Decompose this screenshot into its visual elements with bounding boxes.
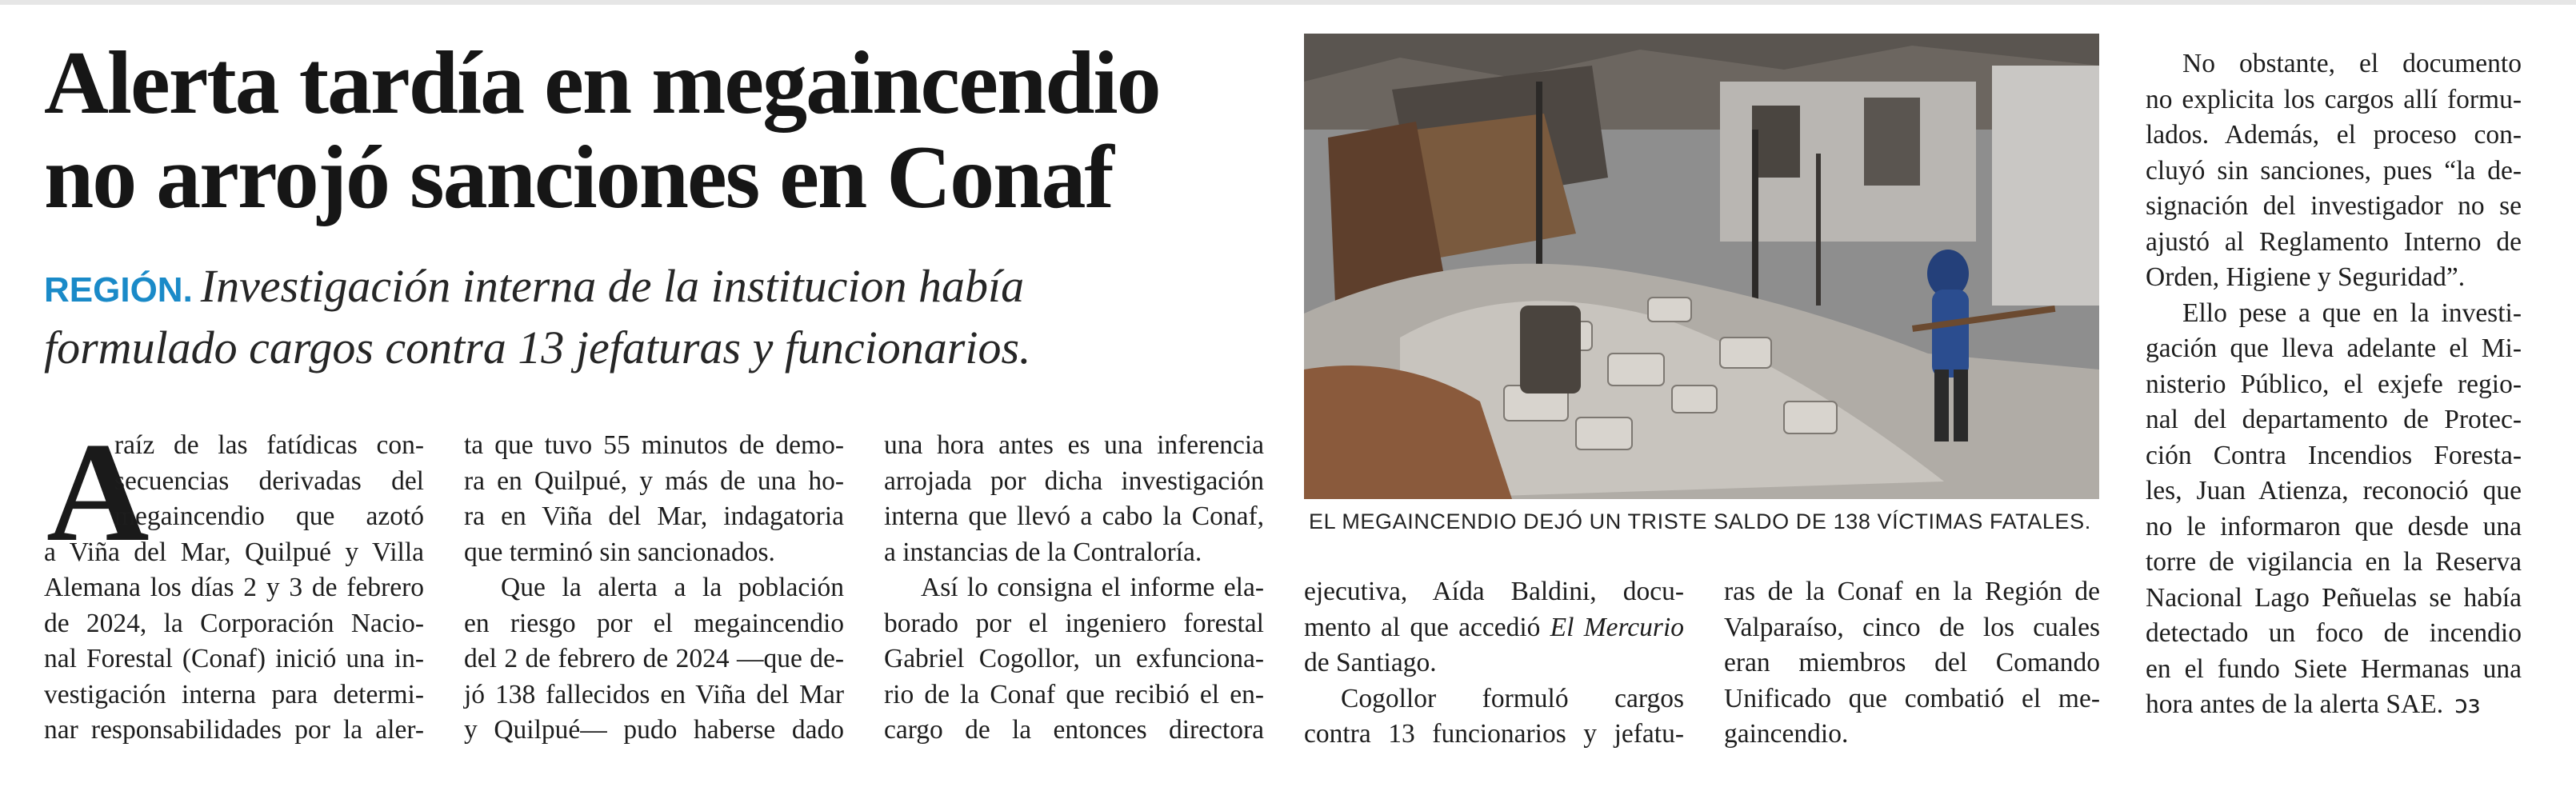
body-line: no le informaron que desde una xyxy=(2146,511,2522,541)
body-line: nal del departamento de Protec- xyxy=(2146,405,2522,434)
body-line: Unificado que combatió el me- xyxy=(1724,683,2100,713)
body-line: detectado un foco de incendio xyxy=(2146,618,2522,648)
body-line: que terminó sin sancionados. xyxy=(464,537,775,567)
body-line: Nacional Lago Peñuelas se había xyxy=(2146,582,2522,613)
body-line: No obstante, el documento xyxy=(2182,49,2522,78)
body-line: ras de la Conaf en la Región de xyxy=(1724,577,2100,606)
body-line: contra 13 funcionarios y jefatu- xyxy=(1304,719,1684,749)
body-line: ajustó al Reglamento Interno de xyxy=(2146,226,2522,257)
body-line: a instancias de la Contraloría. xyxy=(884,537,1202,567)
headline-line-2: no arrojó sanciones en Conaf xyxy=(44,128,1113,227)
top-rule xyxy=(0,0,2576,5)
body-line: rio de la Conaf que recibió el en- xyxy=(884,679,1264,709)
body-line: jó 138 fallecidos en Viña del Mar xyxy=(464,679,844,709)
body-line: les, Juan Atienza, reconoció que xyxy=(2146,476,2522,505)
body-line-part: mento al que accedió xyxy=(1304,612,1550,642)
headline-line-1: Alerta tardía en megaincendio xyxy=(44,34,1160,133)
body-line: eran miembros del Comando xyxy=(1724,648,2100,677)
body-line: a Viña del Mar, Quilpué y Villa xyxy=(44,537,424,567)
end-of-article-icon: ↄɜ xyxy=(2454,691,2481,719)
photo-caption: EL MEGAINCENDIO DEJÓ UN TRISTE SALDO DE 138 VÍCTIMAS FATALES. xyxy=(1309,509,2091,533)
body-line: nar responsabilidades por la aler- xyxy=(44,715,424,745)
body-line: lados. Además, el proceso con- xyxy=(2146,120,2522,150)
body-line: borado por el ingeniero forestal xyxy=(884,608,1264,638)
body-column-1 xyxy=(44,413,424,749)
body-line: vestigación interna para determi- xyxy=(44,679,424,709)
body-line: cargo de la entonces directora xyxy=(884,715,1264,745)
body-column-6 xyxy=(2146,46,2522,724)
newspaper-name: El Mercurio xyxy=(1550,612,1684,642)
body-line: megaincendio que azotó xyxy=(114,501,424,531)
body-line: nal Forestal (Conaf) inició una in- xyxy=(44,644,424,673)
body-line: en riesgo por el megaincendio xyxy=(464,608,844,638)
body-line: gaincendio. xyxy=(1724,719,1849,749)
body-line: de 2024, la Corporación Nacio- xyxy=(44,608,424,638)
body-line: Orden, Higiene y Seguridad”. xyxy=(2146,262,2466,292)
deck xyxy=(44,258,1268,377)
body-line: ción Contra Incendios Foresta- xyxy=(2146,440,2522,470)
body-line: ra en Viña del Mar, indagatoria xyxy=(464,501,844,531)
body-column-4 xyxy=(1304,574,1684,753)
body-line: de Santiago. xyxy=(1304,648,1437,677)
body-line: ta que tuvo 55 minutos de demo- xyxy=(464,430,844,460)
body-line: secuencias derivadas del xyxy=(114,465,424,496)
headline xyxy=(44,36,1268,225)
deck-line-2: formulado cargos contra 13 jefaturas y funcionarios. xyxy=(44,322,1031,374)
body-line: Así lo consigna el informe ela- xyxy=(921,573,1264,602)
body-line: Valparaíso, cinco de los cuales xyxy=(1724,612,2100,642)
section-label: REGIÓN. xyxy=(44,270,193,310)
body-column-5 xyxy=(1724,574,2100,753)
body-line: y Quilpué— pudo haberse dado xyxy=(464,715,844,745)
burned-house-photo xyxy=(1304,34,2099,499)
body-line xyxy=(1304,610,1684,646)
deck-line-1 xyxy=(44,258,1268,319)
body-line: gación que lleva adelante el Mi- xyxy=(2146,334,2522,363)
body-line: ejecutiva, Aída Baldini, docu- xyxy=(1304,577,1684,606)
last-line-text: hora antes de la alerta SAE. xyxy=(2146,689,2444,719)
body-line: no explicita los cargos allí formu- xyxy=(2146,84,2522,114)
body-line: Gabriel Cogollor, un exfunciona- xyxy=(884,644,1264,673)
body-line: Que la alerta a la población xyxy=(501,573,844,602)
body-line: signación del investigador no se xyxy=(2146,191,2522,221)
body-line: interna que llevó a cabo la Conaf, xyxy=(884,501,1264,531)
deck-line-1-text: Investigación interna de la institucion había xyxy=(200,260,1025,312)
body-line xyxy=(2146,687,2522,724)
body-line: Ello pese a que en la investi- xyxy=(2182,298,2522,328)
body-line: arrojada por dicha investigación xyxy=(884,465,1264,496)
body-column-3 xyxy=(884,428,1264,749)
body-line: del 2 de febrero de 2024 —que de- xyxy=(464,644,844,673)
body-line: Alemana los días 2 y 3 de febrero xyxy=(44,573,424,602)
body-line: cluyó sin sanciones, pues “la de- xyxy=(2146,155,2522,186)
body-line: ra en Quilpué, y más de una ho- xyxy=(464,465,844,496)
photo-illustration xyxy=(1304,34,2099,499)
body-column-2 xyxy=(464,428,844,749)
drop-cap: A xyxy=(46,413,150,571)
body-line: raíz de las fatídicas con- xyxy=(114,430,424,460)
body-line: una hora antes es una inferencia xyxy=(884,430,1264,460)
body-line: torre de vigilancia en la Reserva xyxy=(2146,547,2522,577)
body-line: nisterio Público, el exjefe regio- xyxy=(2146,369,2522,399)
body-line: Cogollor formuló cargos xyxy=(1341,683,1684,713)
body-line: en el fundo Siete Hermanas una xyxy=(2146,653,2522,684)
